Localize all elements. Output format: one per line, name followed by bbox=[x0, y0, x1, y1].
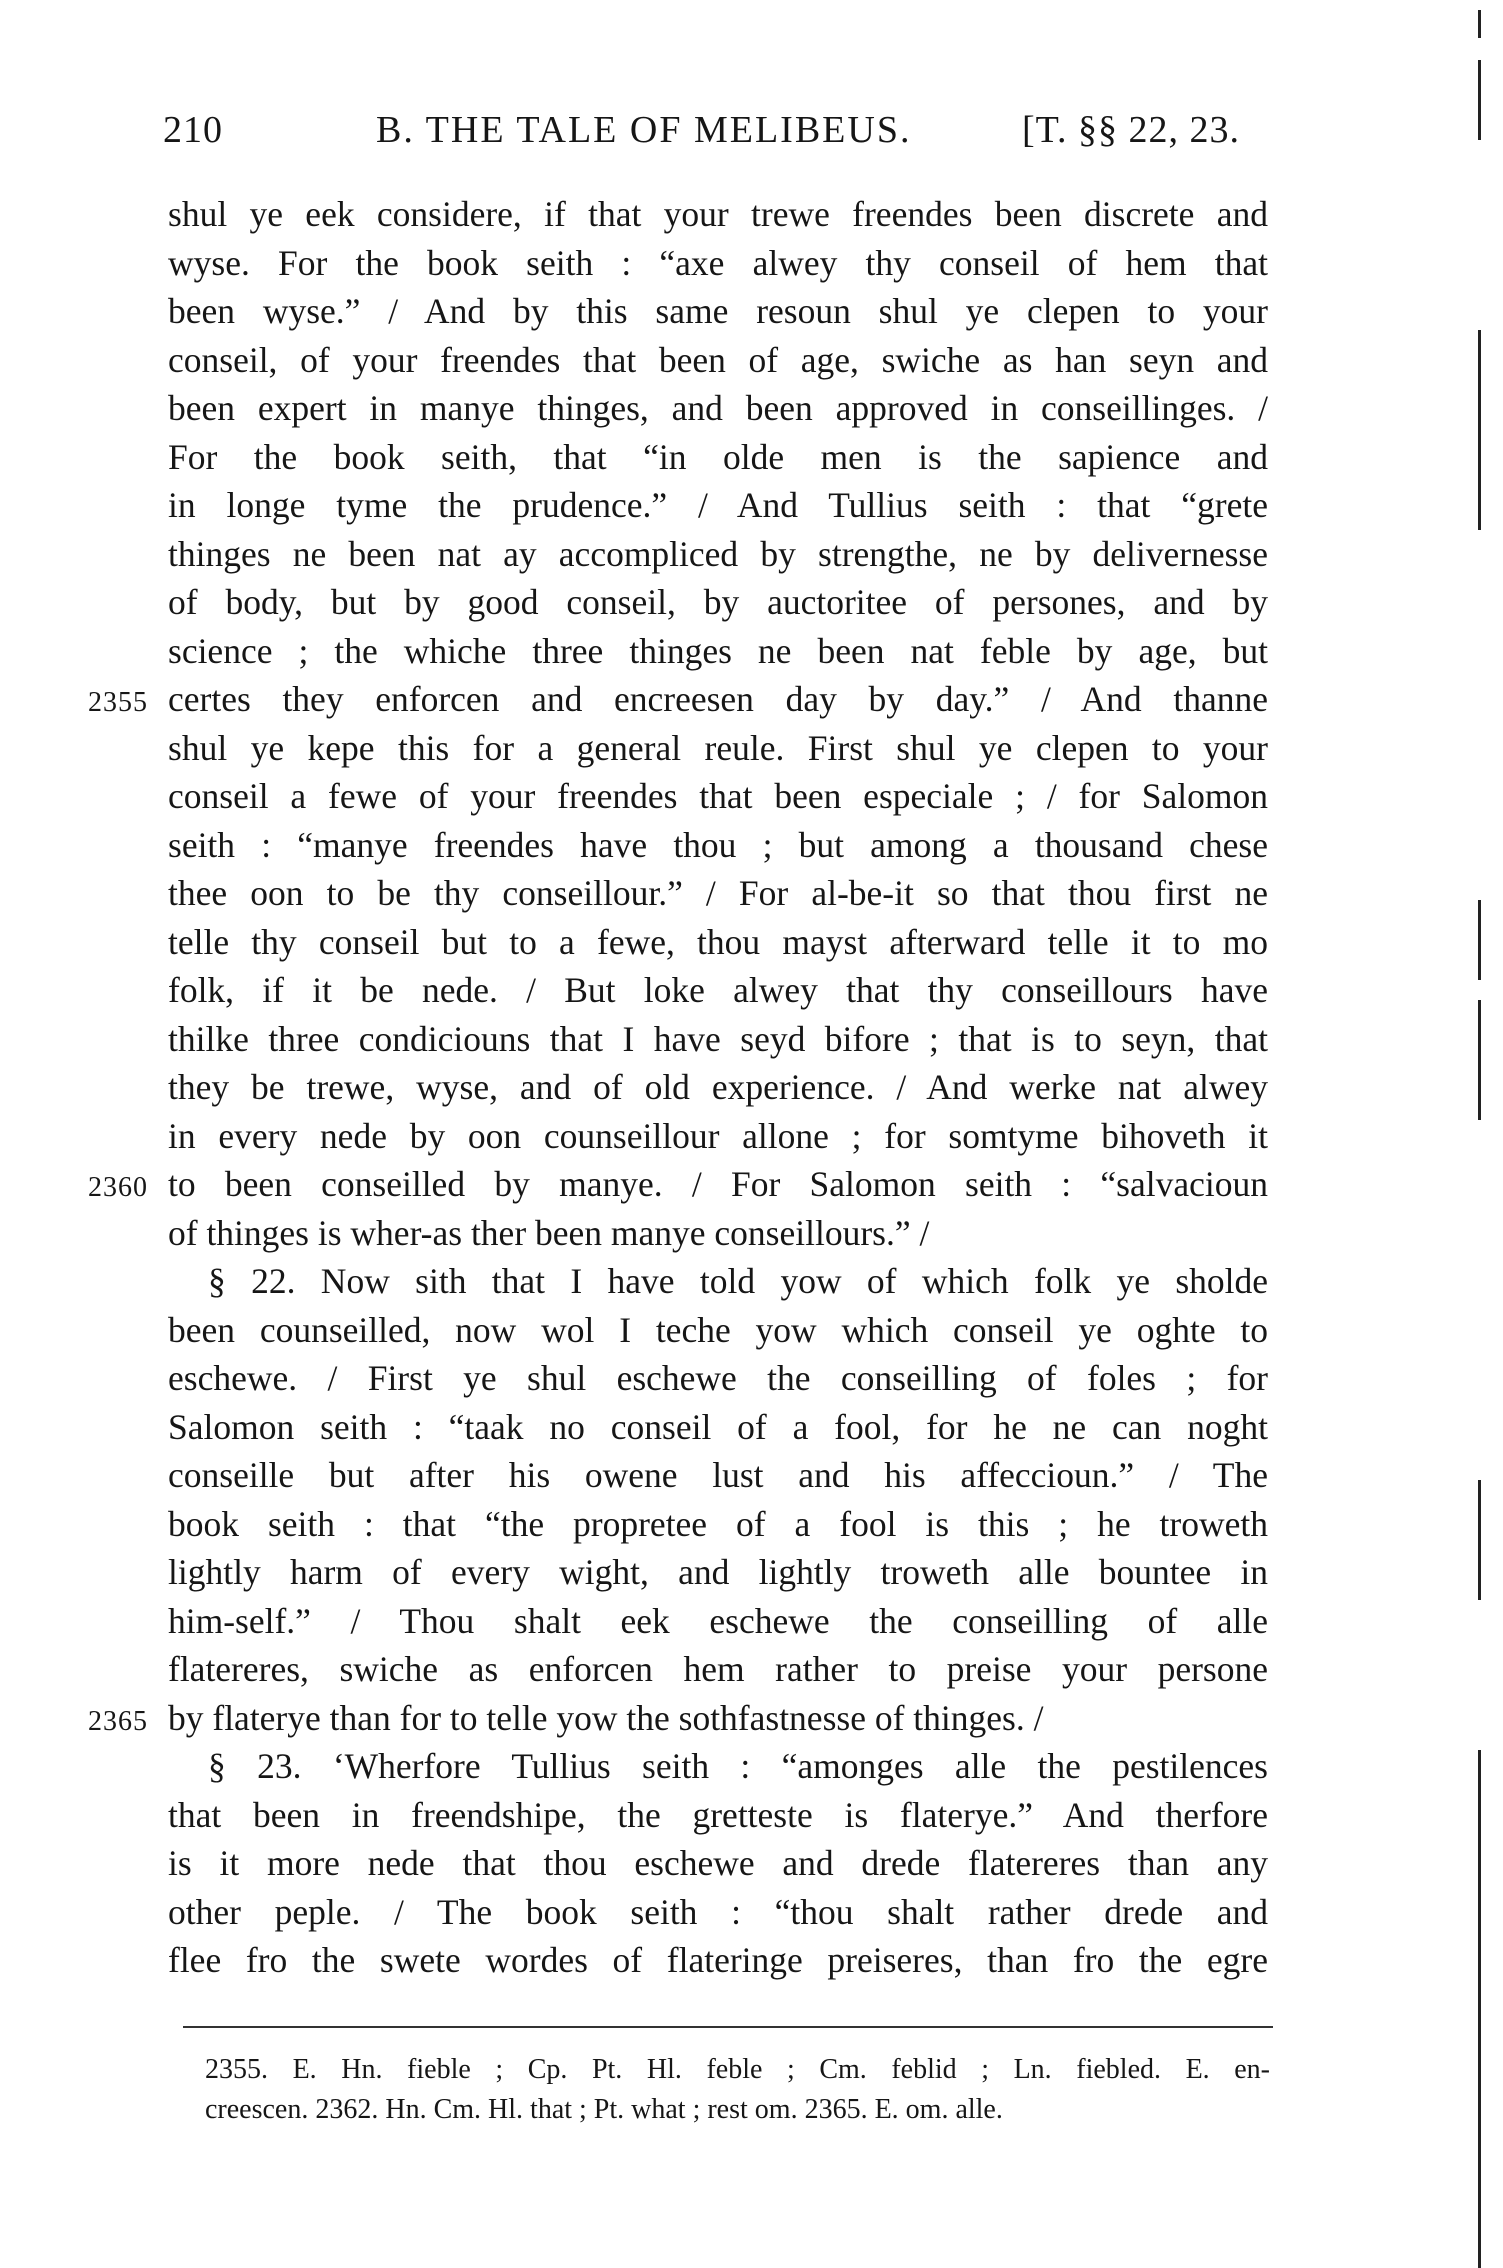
footnotes bbox=[205, 2050, 1270, 2130]
text-line bbox=[168, 384, 1268, 433]
text-line bbox=[168, 1257, 1268, 1306]
text-line bbox=[168, 869, 1268, 918]
text-line bbox=[168, 1500, 1268, 1549]
page-edge-mark bbox=[1478, 60, 1481, 140]
line-text: book seith : that “the propretee of a fool is this ; he troweth bbox=[168, 1503, 1268, 1544]
text-line bbox=[168, 1839, 1268, 1888]
text-line bbox=[168, 1742, 1268, 1791]
text-line bbox=[168, 433, 1268, 482]
footnote-line: creescen. 2362. Hn. Cm. Hl. that ; Pt. what ; rest om. 2365. E. om. alle. bbox=[205, 2094, 1003, 2125]
line-text: flee fro the swete wordes of flateringe preiseres, than fro the egre bbox=[168, 1940, 1268, 1980]
line-text: § 22. Now sith that I have told yow of which folk ye sholde bbox=[208, 1261, 1268, 1301]
line-text: lightly harm of every wight, and lightly troweth alle bountee in bbox=[168, 1552, 1268, 1592]
page-edge-mark bbox=[1478, 10, 1481, 38]
text-line bbox=[168, 287, 1268, 336]
line-text: thilke three condiciouns that I have seyd bifore ; that is to seyn, that bbox=[168, 1018, 1268, 1059]
line-text: they be trewe, wyse, and of old experience. / And werke nat alwey bbox=[168, 1067, 1268, 1107]
line-text: of thinges is wher-as ther been manye conseillours.” / bbox=[168, 1212, 930, 1253]
line-text: folk, if it be nede. / But loke alwey that thy conseillours have bbox=[168, 970, 1268, 1010]
text-line bbox=[168, 772, 1268, 821]
text-line bbox=[168, 1015, 1268, 1064]
line-text: conseil a fewe of your freendes that been especiale ; / for Salomon bbox=[168, 776, 1268, 816]
text-line bbox=[168, 1597, 1268, 1646]
text-line bbox=[168, 1354, 1268, 1403]
text-line bbox=[168, 578, 1268, 627]
text-line bbox=[168, 918, 1268, 967]
text-line bbox=[168, 1112, 1268, 1161]
text-line bbox=[168, 1063, 1268, 1112]
text-line bbox=[168, 190, 1268, 239]
footnote-divider bbox=[183, 2026, 1273, 2028]
line-text: flatereres, swiche as enforcen hem rather to preise your persone bbox=[168, 1649, 1268, 1689]
line-text: shul ye eek considere, if that your trewe freendes been discrete and bbox=[168, 194, 1268, 234]
text-line bbox=[168, 1888, 1268, 1937]
line-number: 2355 bbox=[88, 687, 148, 718]
text-line bbox=[168, 1791, 1268, 1840]
line-text: conseil, of your freendes that been of age, swiche as han seyn and bbox=[168, 339, 1268, 380]
text-line bbox=[168, 966, 1268, 1015]
text-line bbox=[88, 675, 1268, 724]
text-line bbox=[168, 481, 1268, 530]
text-line bbox=[168, 1645, 1268, 1694]
line-text: telle thy conseil but to a fewe, thou mayst afterward telle it to mo bbox=[168, 921, 1268, 962]
line-text: seith : “manye freendes have thou ; but among a thousand chese bbox=[168, 824, 1268, 865]
text-line bbox=[168, 239, 1268, 288]
line-text: of body, but by good conseil, by auctoritee of persones, and by bbox=[168, 582, 1268, 622]
footnote-line: 2355. E. Hn. fieble ; Cp. Pt. Hl. feble ; Cm. feblid ; Ln. fiebled. E. en- bbox=[205, 2054, 1270, 2085]
line-text: conseille but after his owene lust and his affeccioun.” / The bbox=[168, 1455, 1268, 1495]
line-text: him-self.” / Thou shalt eek eschewe the conseilling of alle bbox=[168, 1600, 1268, 1641]
text-line bbox=[168, 1936, 1268, 1985]
text-line bbox=[168, 1209, 1268, 1258]
text-line bbox=[168, 724, 1268, 773]
line-text: is it more nede that thou eschewe and drede flatereres than any bbox=[168, 1843, 1268, 1883]
text-line bbox=[168, 530, 1268, 579]
text-line bbox=[168, 1548, 1268, 1597]
page-edge-mark bbox=[1478, 900, 1481, 980]
line-text: been wyse.” / And by this same resoun shul ye clepen to your bbox=[168, 291, 1268, 331]
line-text: For the book seith, that “in olde men is the sapience and bbox=[168, 436, 1268, 477]
line-text: thinges ne been nat ay accompliced by strengthe, ne by delivernesse bbox=[168, 533, 1268, 574]
page-edge-mark bbox=[1478, 1750, 1481, 2268]
text-line bbox=[168, 1451, 1268, 1500]
line-text: thee oon to be thy conseillour.” / For al-be-it so that thou first ne bbox=[168, 873, 1268, 913]
page-edge-mark bbox=[1478, 1480, 1481, 1600]
body-text bbox=[88, 190, 1268, 1985]
line-text: shul ye kepe this for a general reule. First shul ye clepen to your bbox=[168, 727, 1268, 768]
line-text: Salomon seith : “taak no conseil of a fool, for he ne can noght bbox=[168, 1406, 1268, 1447]
text-line bbox=[168, 1306, 1268, 1355]
section-reference: [T. §§ 22, 23. bbox=[1022, 109, 1241, 151]
running-title: B. THE TALE OF MELIBEUS. bbox=[376, 109, 912, 151]
page-edge-mark bbox=[1478, 1000, 1481, 1120]
line-text: wyse. For the book seith : “axe alwey thy conseil of hem that bbox=[168, 242, 1268, 283]
line-text: science ; the whiche three thinges ne been nat feble by age, but bbox=[168, 630, 1268, 671]
line-text: been expert in manye thinges, and been approved in conseillinges. / bbox=[168, 388, 1268, 428]
text-line bbox=[88, 1694, 1268, 1743]
line-text: by flaterye than for to telle yow the sothfastnesse of thinges. / bbox=[168, 1697, 1044, 1738]
line-text: other peple. / The book seith : “thou shalt rather drede and bbox=[168, 1891, 1268, 1932]
line-text: in every nede by oon counseillour allone ; for somtyme bihoveth it bbox=[168, 1115, 1268, 1156]
page-number: 210 bbox=[163, 109, 223, 151]
text-line bbox=[168, 627, 1268, 676]
line-number: 2365 bbox=[88, 1705, 148, 1737]
text-line bbox=[168, 336, 1268, 385]
line-number: 2360 bbox=[88, 1172, 148, 1203]
line-text: § 23. ‘Wherfore Tullius seith : “amonges alle the pestilences bbox=[208, 1746, 1268, 1786]
text-line bbox=[168, 1403, 1268, 1452]
text-line bbox=[88, 1160, 1268, 1209]
page-edge-mark bbox=[1478, 330, 1481, 530]
line-text: been counseilled, now wol I teche yow which conseil ye oghte to bbox=[168, 1309, 1268, 1350]
line-text: in longe tyme the prudence.” / And Tullius seith : that “grete bbox=[168, 485, 1268, 525]
text-line bbox=[168, 821, 1268, 870]
page-header bbox=[163, 108, 1263, 168]
line-text: to been conseilled by manye. / For Salomon seith : “salvacioun bbox=[168, 1164, 1268, 1204]
line-text: that been in freendshipe, the gretteste is flaterye.” And therfore bbox=[168, 1794, 1268, 1835]
line-text: certes they enforcen and encreesen day by day.” / And thanne bbox=[168, 679, 1268, 719]
line-text: eschewe. / First ye shul eschewe the conseilling of foles ; for bbox=[168, 1358, 1268, 1398]
